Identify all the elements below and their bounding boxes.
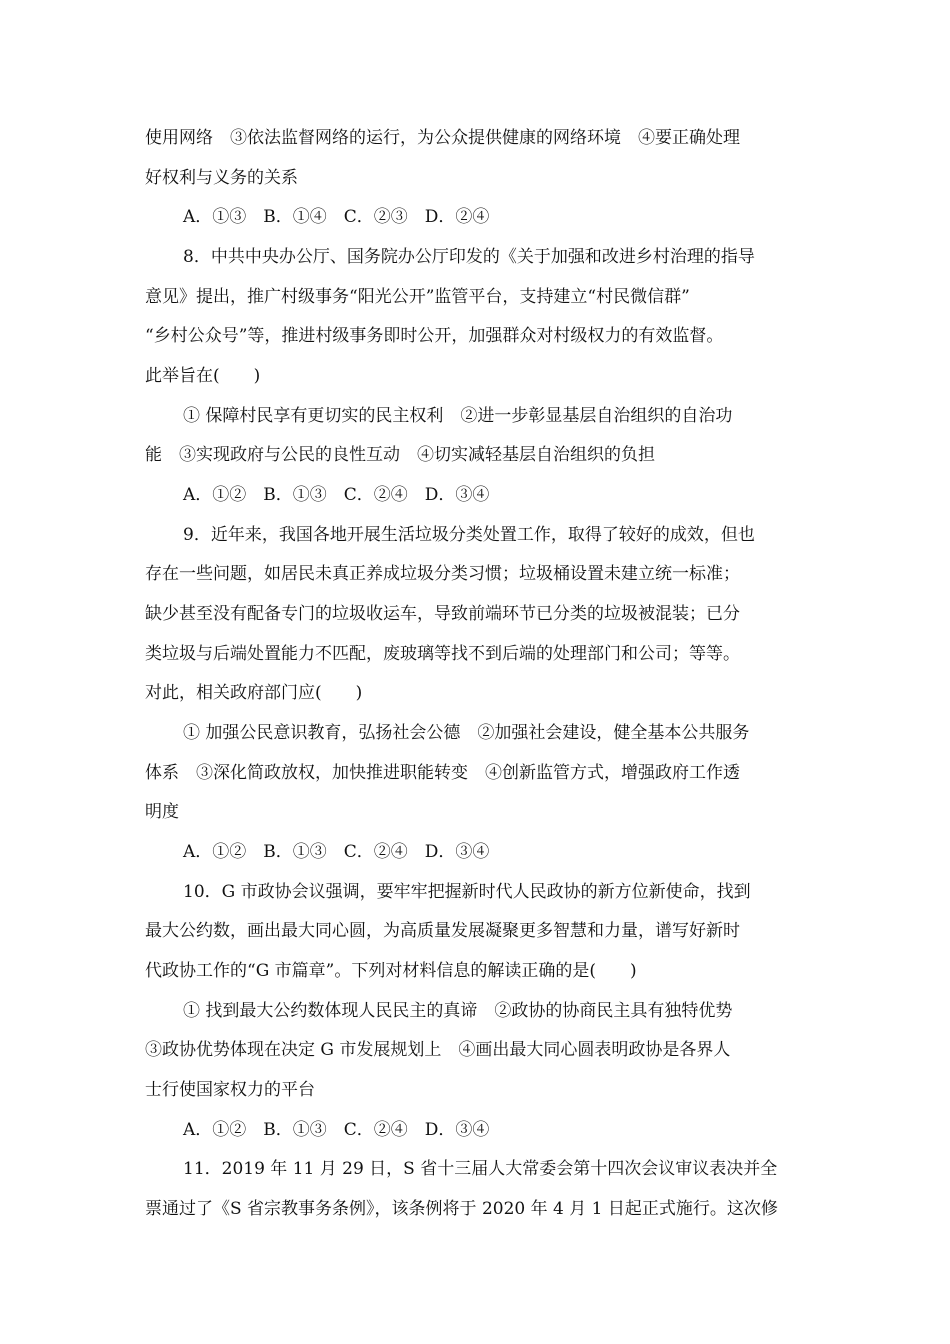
question-8-stem-line-1: 8．中共中央办公厅、国务院办公厅印发的《关于加强和改进乡村治理的指导 — [183, 247, 755, 267]
question-9-stem-line-1: 9．近年来，我国各地开展生活垃圾分类处置工作，取得了较好的成效，但也 — [183, 525, 755, 545]
question-10-stem-line-1: 10．G 市政协会议强调，要牢牢把握新时代人民政协的新方位新使命，找到 — [183, 882, 751, 902]
question-9-statements-line-2: 体系 ③深化简政放权，加快推进职能转变 ④创新监管方式，增强政府工作透 — [145, 763, 740, 783]
question-9-statements-line-3: 明度 — [145, 802, 179, 822]
question-9-answer-options: A．①② B．①③ C．②④ D．③④ — [183, 842, 490, 862]
question-7-statements-line-4: 好权利与义务的关系 — [145, 168, 298, 188]
question-10-statements-line-2: ③政协优势体现在决定 G 市发展规划上 ④画出最大同心圆表明政协是各界人 — [145, 1040, 731, 1060]
question-9-stem-line-2: 存在一些问题，如居民未真正养成垃圾分类习惯；垃圾桶设置未建立统一标准； — [145, 564, 740, 584]
question-8-statements-line-2: 能 ③实现政府与公民的良性互动 ④切实减轻基层自治组织的负担 — [145, 445, 655, 465]
question-10-stem-line-2: 最大公约数，画出最大同心圆，为高质量发展凝聚更多智慧和力量，谱写好新时 — [145, 921, 740, 941]
question-9-statements-line-1: ① 加强公民意识教育，弘扬社会公德 ②加强社会建设，健全基本公共服务 — [183, 723, 750, 743]
question-9-stem-line-4: 类垃圾与后端处置能力不匹配，废玻璃等找不到后端的处理部门和公司；等等。 — [145, 644, 740, 664]
question-11-stem-line-2: 票通过了《S 省宗教事务条例》，该条例将于 2020 年 4 月 1 日起正式施行。这次修 — [145, 1199, 778, 1219]
question-7-answer-options: A．①③ B．①④ C．②③ D．②④ — [183, 207, 490, 227]
question-10-stem-line-3: 代政协工作的“G 市篇章”。下列对材料信息的解读正确的是( ) — [145, 961, 637, 981]
question-8-statements-line-1: ① 保障村民享有更切实的民主权利 ②进一步彰显基层自治组织的自治功 — [183, 406, 733, 426]
question-8-stem-line-3: “乡村公众号”等，推进村级事务即时公开，加强群众对村级权力的有效监督。 — [145, 326, 724, 346]
question-8-answer-options: A．①② B．①③ C．②④ D．③④ — [183, 485, 490, 505]
question-8-stem-line-2: 意见》提出，推广村级事务“阳光公开”监管平台，支持建立“村民微信群” — [145, 287, 690, 307]
question-7-statements-line-3: 使用网络 ③依法监督网络的运行，为公众提供健康的网络环境 ④要正确处理 — [145, 128, 740, 148]
question-8-stem-line-4: 此举旨在( ) — [145, 366, 261, 386]
question-9-stem-line-3: 缺少甚至没有配备专门的垃圾收运车，导致前端环节已分类的垃圾被混装；已分 — [145, 604, 740, 624]
question-10-statements-line-1: ① 找到最大公约数体现人民民主的真谛 ②政协的协商民主具有独特优势 — [183, 1001, 733, 1021]
question-10-statements-line-3: 士行使国家权力的平台 — [145, 1080, 315, 1100]
question-11-stem-line-1: 11．2019 年 11 月 29 日，S 省十三届人大常委会第十四次会议审议表决并全 — [183, 1159, 778, 1179]
question-9-stem-line-5: 对此，相关政府部门应( ) — [145, 683, 363, 703]
question-10-answer-options: A．①② B．①③ C．②④ D．③④ — [183, 1120, 490, 1140]
